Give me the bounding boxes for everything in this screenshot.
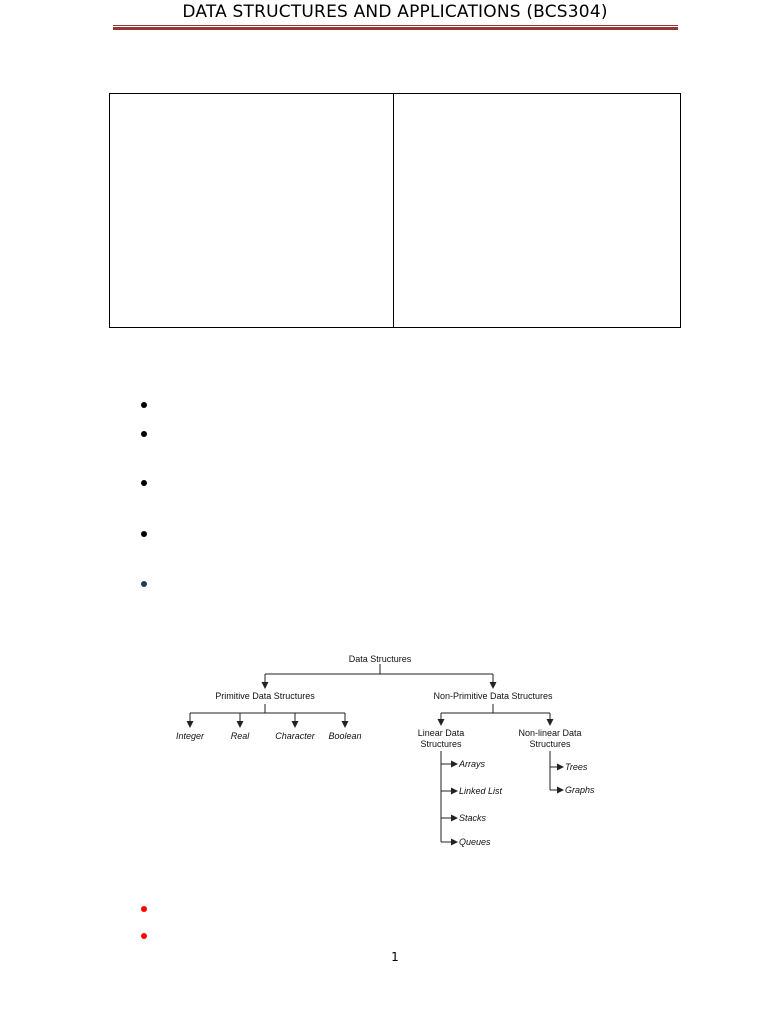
diagram-leaf-queues: Queues (459, 837, 491, 847)
diagram-leaf-graphs: Graphs (565, 785, 595, 795)
diagram-leaf-trees: Trees (565, 762, 588, 772)
diagram-leaf-character: Character (275, 731, 315, 741)
two-column-table (109, 93, 681, 328)
header-rule-thin (113, 25, 678, 26)
diagram-leaf-real: Real (230, 731, 250, 741)
diagram-root-label: Data Structures (348, 654, 412, 664)
bullet-point (141, 431, 147, 437)
table-column-divider (393, 94, 394, 327)
diagram-leaf-stacks: Stacks (459, 813, 487, 823)
page-number: 1 (391, 950, 399, 964)
diagram-nonlinear-label-line1: Non-linear Data (518, 728, 582, 738)
diagram-leaf-arrays: Arrays (459, 759, 486, 769)
bullet-point (141, 480, 147, 486)
data-structures-diagram (165, 645, 610, 855)
diagram-linear-label-line2: Structures (420, 739, 462, 749)
diagram-primitive-label: Primitive Data Structures (215, 691, 315, 701)
header-rule-thick (113, 27, 678, 30)
bullet-point (141, 581, 147, 587)
diagram-non-primitive-label: Non-Primitive Data Structures (433, 691, 553, 701)
bullet-point (141, 906, 147, 912)
bullet-point (141, 933, 147, 939)
bullet-point (141, 402, 147, 408)
page-header-title: DATA STRUCTURES AND APPLICATIONS (BCS304) (182, 2, 608, 22)
diagram-linear-label-line1: Linear Data (417, 728, 465, 738)
diagram-nonlinear-label-line2: Structures (529, 739, 571, 749)
diagram-leaf-linked-list: Linked List (459, 786, 503, 796)
bullet-point (141, 531, 147, 537)
diagram-leaf-integer: Integer (175, 731, 205, 741)
diagram-leaf-boolean: Boolean (328, 731, 362, 741)
